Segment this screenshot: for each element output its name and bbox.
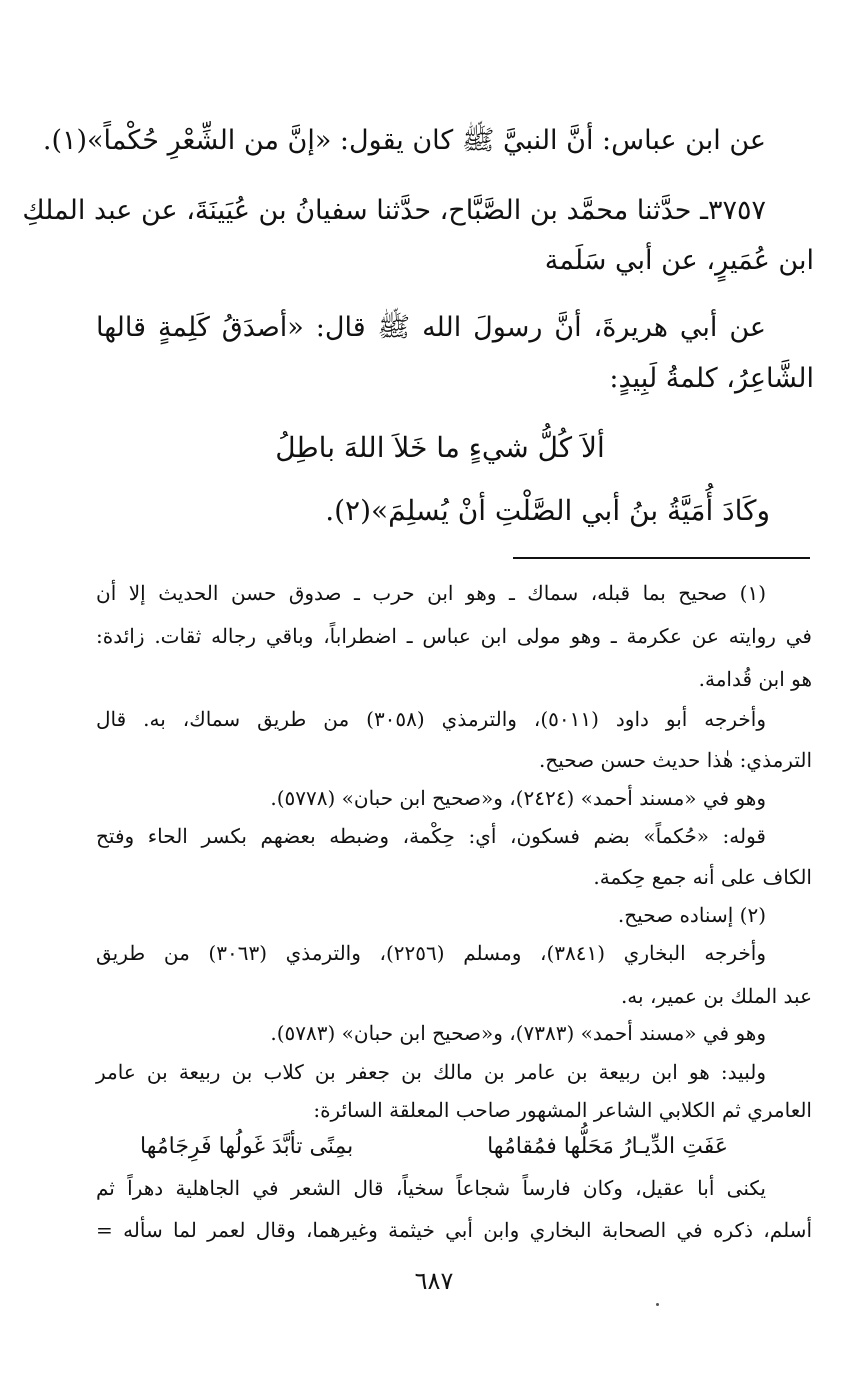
- footnote-2-line-5: ولبيد: هو ابن ربيعة بن عامر بن مالك بن جعفر بن كلاب بن ربيعة بن عامر: [96, 1060, 766, 1084]
- footnote-2-line-1: (٢) إسناده صحيح.: [617, 903, 766, 927]
- footnote-2-line-7: يكنى أبا عقيل، وكان فارساً شجاعاً سخياً، قال الشعر في الجاهلية دهراً ثم: [96, 1176, 766, 1200]
- footnote-2-line-4: وهو في «مسند أحمد» (٧٣٨٣)، و«صحيح ابن حبان» (٥٧٨٣).: [270, 1021, 766, 1045]
- abu-hurayra-line-2: الشَّاعِرُ، كلمةُ لَبِيدٍ:: [609, 363, 814, 394]
- footnote-1-line-3: هو ابن قُدامة.: [698, 667, 812, 691]
- verse-line-2: وكَادَ أُمَيَّةُ بنُ أبي الصَّلْتِ أنْ يُسلِمَ»(٢).: [325, 494, 770, 527]
- hadith-3757-line-2: ابن عُمَيرٍ، عن أبي سَلَمة: [544, 245, 814, 276]
- footnote-1-line-1: (١) صحيح بما قبله، سماك ـ وهو ابن حرب ـ صدوق حسن الحديث إلا أن: [96, 581, 766, 605]
- poem-hemistich-right: عَفَتِ الدِّيـارُ مَحَلُّها فمُقامُها: [487, 1134, 728, 1159]
- page-number: ٦٨٧: [414, 1267, 454, 1295]
- abu-hurayra-line-1: عن أبي هريرةَ، أنَّ رسولَ الله ﷺ قال: «أصدَقُ كَلِمةٍ قالها: [96, 312, 766, 343]
- footnote-1-line-8: الكاف على أنه جمع حِكمة.: [593, 865, 812, 889]
- footnote-1-line-6: وهو في «مسند أحمد» (٢٤٢٤)، و«صحيح ابن حبان» (٥٧٧٨).: [270, 786, 766, 810]
- verse-line-1: ألاَ كُلُّ شيءٍ ما خَلاَ اللهَ باطِلُ: [275, 431, 605, 464]
- footnote-2-line-2: وأخرجه البخاري (٣٨٤١)، ومسلم (٢٢٥٦)، والترمذي (٣٠٦٣) من طريق: [96, 941, 767, 965]
- hadith-3757-line-1: ٣٧٥٧ـ حدَّثنا محمَّد بن الصَّبَّاح، حدَّثنا سفيانُ بن عُيَينَةَ، عن عبد الملكِ: [22, 195, 766, 226]
- poem-hemistich-left: بمِنًى تأبَّدَ غَولُها فَرِجَامُها: [140, 1134, 354, 1159]
- footnote-1-line-5: الترمذي: هٰذا حديث حسن صحيح.: [538, 748, 812, 772]
- footnote-2-line-8: أسلم، ذكره في الصحابة البخاري وابن أبي خيثمة وغيرهما، وقال لعمر لما سأله =: [96, 1218, 812, 1242]
- footnote-separator: [513, 557, 810, 559]
- footnote-2-line-6: العامري ثم الكلابي الشاعر المشهور صاحب المعلقة السائرة:: [313, 1098, 812, 1122]
- scan-speck: [656, 1303, 659, 1306]
- footnote-1-line-2: في روايته عن عكرمة ـ وهو مولى ابن عباس ـ اضطراباً، وباقي رجاله ثقات. زائدة:: [96, 624, 812, 648]
- footnote-1-line-4: وأخرجه أبو داود (٥٠١١)، والترمذي (٣٠٥٨) من طريق سماك، به. قال: [96, 707, 766, 731]
- main-text-line-1: عن ابن عباس: أنَّ النبيَّ ﷺ كان يقول: «إنَّ من الشِّعْرِ حُكْماً»(١).: [42, 125, 766, 156]
- footnote-2-line-3: عبد الملك بن عمير، به.: [620, 984, 812, 1008]
- footnote-1-line-7: قوله: «حُكماً» بضم فسكون، أي: حِكْمة، وضبطه بعضهم بكسر الحاء وفتح: [96, 824, 766, 848]
